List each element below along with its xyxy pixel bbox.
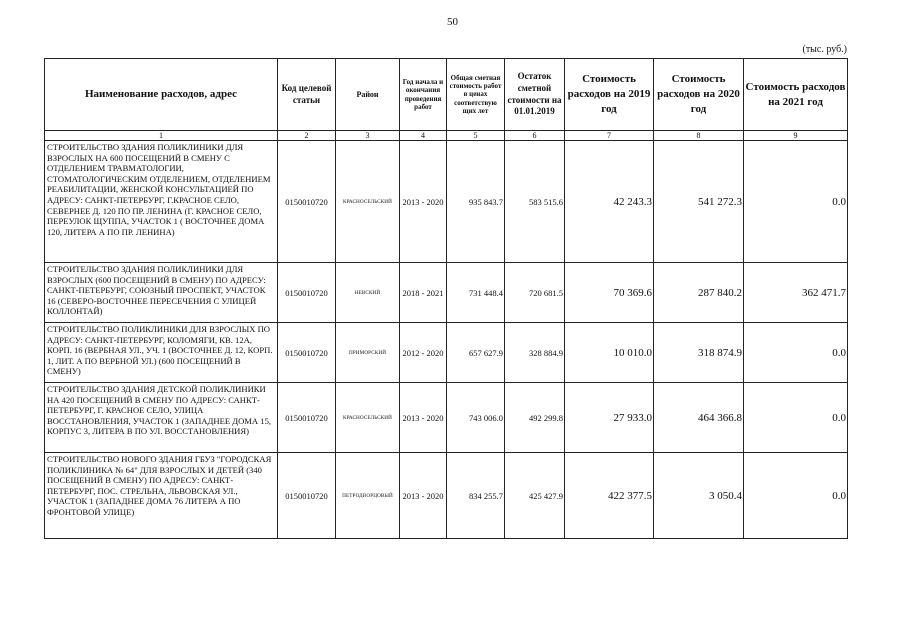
- expense-name: СТРОИТЕЛЬСТВО ЗДАНИЯ ПОЛИКЛИНИКИ ДЛЯ ВЗРОСЛЫХ НА 600 ПОСЕЩЕНИЙ В СМЕНУ С ОТДЕЛЕНИЕМ ТРАВМАТОЛОГИИ, СТОМАТОЛОГИЧЕСКИМ ОТДЕЛЕНИЕМ, ОТДЕЛЕНИЕМ РЕАБИЛИТАЦИИ, ЖЕНСКОЙ КОНСУЛЬТАЦИЕЙ ПО АДРЕСУ: САНКТ-ПЕТЕРБУРГ, Г.КРАСНОЕ СЕЛО, СЕВЕРНЕЕ Д. 120 ПО ПР. ЛЕНИНА (Г. КРАСНОЕ СЕЛО, ПЕРЕУЛОК ЩУППА, УЧАСТОК 1 ( ВОСТОЧНЕЕ ДОМА 120, ЛИТЕРА А ПО ПР. ЛЕНИНА): [45, 141, 278, 263]
- header-cost-2020: Стоимость расходов на 2020 год: [654, 59, 744, 131]
- district: КРАСНОСЕЛЬСКИЙ: [336, 383, 400, 453]
- header-code: Код целевой статьи: [278, 59, 336, 131]
- target-code: 0150010720: [278, 141, 336, 263]
- work-years: 2013 - 2020: [400, 453, 447, 539]
- table-row: [45, 263, 848, 323]
- target-code: 0150010720: [278, 453, 336, 539]
- remaining-cost: 425 427.9: [505, 453, 565, 539]
- cost-2020: 318 874.9: [654, 323, 744, 383]
- expense-name: СТРОИТЕЛЬСТВО ЗДАНИЯ ПОЛИКЛИНИКИ ДЛЯ ВЗРОСЛЫХ (600 ПОСЕЩЕНИЙ В СМЕНУ) ПО АДРЕСУ: САНКТ-ПЕТЕРБУРГ, СОЮЗНЫЙ ПРОСПЕКТ, УЧАСТОК 16 (СЕВЕРО-ВОСТОЧНЕЕ ПЕРЕСЕЧЕНИЯ С УЛИЦЕЙ КОЛЛОНТАЙ): [45, 263, 278, 323]
- district: ПРИМОРСКИЙ: [336, 323, 400, 383]
- table-row: [45, 383, 848, 453]
- column-number: 9: [744, 131, 848, 141]
- work-years: 2013 - 2020: [400, 141, 447, 263]
- cost-2020: 3 050.4: [654, 453, 744, 539]
- expense-name: СТРОИТЕЛЬСТВО НОВОГО ЗДАНИЯ ГБУЗ "ГОРОДСКАЯ ПОЛИКЛИНИКА № 64" ДЛЯ ВЗРОСЛЫХ И ДЕТЕЙ (340 ПОСЕЩЕНИЙ В СМЕНУ) ПО АДРЕСУ: САНКТ-ПЕТЕРБУРГ, ПОС. СТРЕЛЬНА, ЛЬВОВСКАЯ УЛ., УЧАСТОК 1 (ЗАПАДНЕЕ ДОМА 76 ЛИТЕРА А ПО ФРОНТОВОЙ УЛИЦЕ): [45, 453, 278, 539]
- column-number: 6: [505, 131, 565, 141]
- cost-2021: 362 471.7: [744, 263, 848, 323]
- remaining-cost: 583 515.6: [505, 141, 565, 263]
- total-cost: 731 448.4: [447, 263, 505, 323]
- column-number: 4: [400, 131, 447, 141]
- cost-2020: 541 272.3: [654, 141, 744, 263]
- table-row: [45, 141, 848, 263]
- work-years: 2018 - 2021: [400, 263, 447, 323]
- table-row: [45, 453, 848, 539]
- column-number: 8: [654, 131, 744, 141]
- cost-2021: 0.0: [744, 141, 848, 263]
- cost-2019: 10 010.0: [565, 323, 654, 383]
- expenses-table: [44, 58, 848, 539]
- total-cost: 657 627.9: [447, 323, 505, 383]
- cost-2021: 0.0: [744, 453, 848, 539]
- cost-2019: 70 369.6: [565, 263, 654, 323]
- total-cost: 743 006.0: [447, 383, 505, 453]
- cost-2020: 287 840.2: [654, 263, 744, 323]
- cost-2019: 27 933.0: [565, 383, 654, 453]
- work-years: 2013 - 2020: [400, 383, 447, 453]
- remaining-cost: 328 884.9: [505, 323, 565, 383]
- header-remaining: Остаток сметной стоимости на 01.01.2019: [505, 59, 565, 131]
- unit-label: (тыс. руб.): [802, 44, 847, 55]
- target-code: 0150010720: [278, 383, 336, 453]
- cost-2019: 422 377.5: [565, 453, 654, 539]
- header-total-cost: Общая сметная стоимость работ в ценах соответствую щих лет: [447, 59, 505, 131]
- expense-name: СТРОИТЕЛЬСТВО ЗДАНИЯ ДЕТСКОЙ ПОЛИКЛИНИКИ НА 420 ПОСЕЩЕНИЙ В СМЕНУ ПО АДРЕСУ: САНКТ-ПЕТЕРБУРГ, Г. КРАСНОЕ СЕЛО, УЛИЦА ВОССТАНОВЛЕНИЯ, УЧАСТОК 1 (ЗАПАДНЕЕ ДОМА 15, КОРПУС 3, ЛИТЕРА В ПО УЛ. ВОССТАНОВЛЕНИЯ): [45, 383, 278, 453]
- header-name: Наименование расходов, адрес: [45, 59, 278, 131]
- column-number: 5: [447, 131, 505, 141]
- cost-2021: 0.0: [744, 383, 848, 453]
- header-row: [45, 59, 848, 131]
- header-years: Год начала и окончания проведения работ: [400, 59, 447, 131]
- district: ПЕТРОДВОРЦОВЫЙ: [336, 453, 400, 539]
- column-number: 3: [336, 131, 400, 141]
- cost-2021: 0.0: [744, 323, 848, 383]
- column-number: 2: [278, 131, 336, 141]
- column-number-row: [45, 131, 848, 141]
- column-number: 7: [565, 131, 654, 141]
- remaining-cost: 492 299.8: [505, 383, 565, 453]
- target-code: 0150010720: [278, 263, 336, 323]
- district: НЕВСКИЙ: [336, 263, 400, 323]
- target-code: 0150010720: [278, 323, 336, 383]
- cost-2019: 42 243.3: [565, 141, 654, 263]
- expense-name: СТРОИТЕЛЬСТВО ПОЛИКЛИНИКИ ДЛЯ ВЗРОСЛЫХ ПО АДРЕСУ: САНКТ-ПЕТЕРБУРГ, КОЛОМЯГИ, КВ. 12А, КОРП. 16 (ВЕРБНАЯ УЛ., УЧ. 1 (ВОСТОЧНЕЕ Д. 12, КОРП. 1, ЛИТ. А ПО ВЕРБНОЙ УЛ.) (600 ПОСЕЩЕНИЙ В СМЕНУ): [45, 323, 278, 383]
- district: КРАСНОСЕЛЬСКИЙ: [336, 141, 400, 263]
- total-cost: 935 843.7: [447, 141, 505, 263]
- total-cost: 834 255.7: [447, 453, 505, 539]
- page-number: 50: [447, 16, 458, 28]
- header-cost-2021: Стоимость расходов на 2021 год: [744, 59, 848, 131]
- column-number: 1: [45, 131, 278, 141]
- header-cost-2019: Стоимость расходов на 2019 год: [565, 59, 654, 131]
- work-years: 2012 - 2020: [400, 323, 447, 383]
- table-row: [45, 323, 848, 383]
- cost-2020: 464 366.8: [654, 383, 744, 453]
- header-district: Район: [336, 59, 400, 131]
- remaining-cost: 720 681.5: [505, 263, 565, 323]
